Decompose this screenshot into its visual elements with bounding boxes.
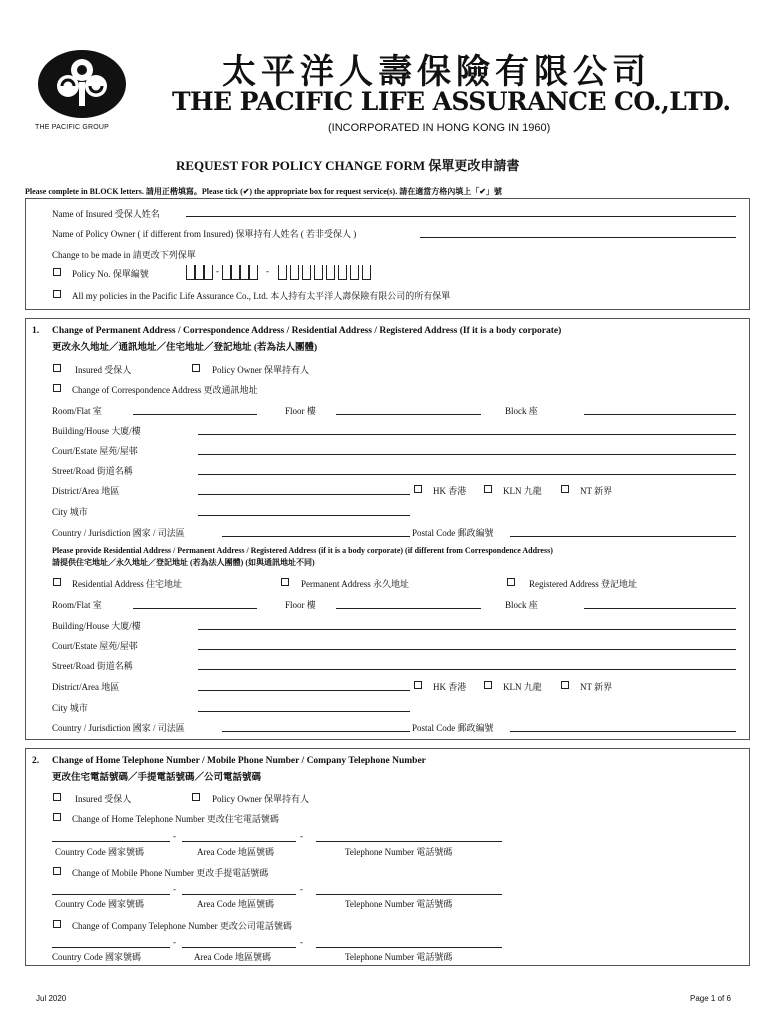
room-label: Room/Flat 室 xyxy=(52,406,102,416)
kln-label: KLN 九龍 xyxy=(503,486,542,496)
company-area-code-label: Area Code 地區號碼 xyxy=(194,952,271,962)
building-field[interactable] xyxy=(198,434,736,435)
home-tel-no-field[interactable] xyxy=(316,841,502,842)
home-area-code-label: Area Code 地區號碼 xyxy=(197,847,274,857)
street-field[interactable] xyxy=(198,474,736,475)
room-field[interactable] xyxy=(133,414,257,415)
company-area-code-field[interactable] xyxy=(182,947,296,948)
res-country-field[interactable] xyxy=(222,731,410,732)
s1-owner-checkbox[interactable] xyxy=(192,364,200,372)
footer-page: Page 1 of 6 xyxy=(690,994,731,1003)
res-street-field[interactable] xyxy=(198,669,736,670)
s2-insured-checkbox[interactable] xyxy=(53,793,61,801)
mobile-area-code-label: Area Code 地區號碼 xyxy=(197,899,274,909)
kln-checkbox[interactable] xyxy=(484,485,492,493)
res-hk-label: HK 香港 xyxy=(433,682,467,692)
residential-note-en: Please provide Residential Address / Permanent Address / Registered Address (if it is a body corporate) (if different from Correspondence Address) xyxy=(52,546,553,555)
home-area-code-field[interactable] xyxy=(182,841,296,842)
s1-owner-label: Policy Owner 保單持有人 xyxy=(212,365,309,375)
res-hk-checkbox[interactable] xyxy=(414,681,422,689)
insured-name-field[interactable] xyxy=(186,216,736,217)
residential-checkbox[interactable] xyxy=(53,578,61,586)
company-country-code-label: Country Code 國家號碼 xyxy=(52,952,141,962)
section1-title-cn: 更改永久地址／通訊地址／住宅地址／登記地址 (若為法人團體) xyxy=(52,343,318,353)
company-tel-label: Change of Company Telephone Number 更改公司電話號碼 xyxy=(72,921,292,931)
res-country-label: Country / Jurisdiction 國家 / 司法區 xyxy=(52,723,185,733)
hk-label: HK 香港 xyxy=(433,486,467,496)
home-tel-checkbox[interactable] xyxy=(53,813,61,821)
court-field[interactable] xyxy=(198,454,736,455)
insured-name-label: Name of Insured 受保人姓名 xyxy=(52,209,160,219)
res-court-label: Court/Estate 屋苑/屋邨 xyxy=(52,641,138,651)
section1-title-en: Change of Permanent Address / Correspondence Address / Residential Address / Registered Address (If it is a body corporate) xyxy=(52,326,562,336)
s1-insured-checkbox[interactable] xyxy=(53,364,61,372)
building-label: Building/House 大廈/樓 xyxy=(52,426,141,436)
res-postal-field[interactable] xyxy=(510,731,736,732)
home-country-code-field[interactable] xyxy=(52,841,170,842)
owner-name-field[interactable] xyxy=(420,237,736,238)
mobile-label: Change of Mobile Phone Number 更改手提電話號碼 xyxy=(72,868,269,878)
res-building-label: Building/House 大廈/樓 xyxy=(52,621,141,631)
hk-checkbox[interactable] xyxy=(414,485,422,493)
res-court-field[interactable] xyxy=(198,649,736,650)
incorporation-note: (INCORPORATED IN HONG KONG IN 1960) xyxy=(328,122,551,134)
section2-title-cn: 更改住宅電話號碼／手提電話號碼／公司電話號碼 xyxy=(52,773,262,783)
postal-label: Postal Code 郵政編號 xyxy=(412,528,494,538)
city-field[interactable] xyxy=(198,515,410,516)
res-postal-label: Postal Code 郵政編號 xyxy=(412,723,494,733)
section2-number: 2. xyxy=(32,756,40,766)
res-block-label: Block 座 xyxy=(505,600,538,610)
dash: - xyxy=(300,937,303,947)
mobile-tel-no-label: Telephone Number 電話號碼 xyxy=(345,899,453,909)
city-label: City 城市 xyxy=(52,507,88,517)
res-street-label: Street/Road 街道名稱 xyxy=(52,661,133,671)
nt-label: NT 新界 xyxy=(580,486,613,496)
registered-checkbox[interactable] xyxy=(507,578,515,586)
res-room-label: Room/Flat 室 xyxy=(52,600,102,610)
clover-logo-icon xyxy=(36,48,128,120)
res-district-field[interactable] xyxy=(198,690,410,691)
mobile-country-code-label: Country Code 國家號碼 xyxy=(55,899,144,909)
registered-label: Registered Address 登記地址 xyxy=(529,579,637,589)
s1-insured-label: Insured 受保人 xyxy=(75,365,132,375)
company-tel-no-label: Telephone Number 電話號碼 xyxy=(345,952,453,962)
dash: - xyxy=(300,884,303,894)
section2-title-en: Change of Home Telephone Number / Mobile Phone Number / Company Telephone Number xyxy=(52,756,426,766)
res-nt-checkbox[interactable] xyxy=(561,681,569,689)
block-label: Block 座 xyxy=(505,406,538,416)
mobile-checkbox[interactable] xyxy=(53,867,61,875)
res-kln-label: KLN 九龍 xyxy=(503,682,542,692)
all-policies-checkbox[interactable] xyxy=(53,290,61,298)
company-country-code-field[interactable] xyxy=(52,947,170,948)
home-country-code-label: Country Code 國家號碼 xyxy=(55,847,144,857)
logo-caption: THE PACIFIC GROUP xyxy=(35,124,110,131)
policy-no-checkbox[interactable] xyxy=(53,268,61,276)
dash: - xyxy=(173,937,176,947)
s2-insured-label: Insured 受保人 xyxy=(75,794,132,804)
change-in-label: Change to be made in 請更改下列保單 xyxy=(52,250,196,260)
home-tel-no-label: Telephone Number 電話號碼 xyxy=(345,847,453,857)
block-field[interactable] xyxy=(584,414,736,415)
res-block-field[interactable] xyxy=(584,608,736,609)
residential-note-cn: 請提供住宅地址／永久地址／登記地址 (若為法人團體) (如與通訊地址不同) xyxy=(52,558,315,567)
section1-number: 1. xyxy=(32,326,40,336)
nt-checkbox[interactable] xyxy=(561,485,569,493)
company-tel-checkbox[interactable] xyxy=(53,920,61,928)
owner-name-label: Name of Policy Owner ( if different from Insured) 保單持有人姓名 ( 若非受保人 ) xyxy=(52,229,357,239)
s2-owner-label: Policy Owner 保單持有人 xyxy=(212,794,309,804)
postal-field[interactable] xyxy=(510,536,736,537)
res-room-field[interactable] xyxy=(133,608,257,609)
company-logo xyxy=(36,48,128,120)
mobile-tel-no-field[interactable] xyxy=(316,894,502,895)
district-field[interactable] xyxy=(198,494,410,495)
res-nt-label: NT 新界 xyxy=(580,682,613,692)
all-policies-label: All my policies in the Pacific Life Assurance Co., Ltd. 本人持有太平洋人壽保險有限公司的所有保單 xyxy=(72,291,451,301)
res-district-label: District/Area 地區 xyxy=(52,682,120,692)
permanent-label: Permanent Address 永久地址 xyxy=(301,579,409,589)
residential-label: Residential Address 住宅地址 xyxy=(72,579,182,589)
res-kln-checkbox[interactable] xyxy=(484,681,492,689)
company-tel-no-field[interactable] xyxy=(316,947,502,948)
district-label: District/Area 地區 xyxy=(52,486,120,496)
dash: - xyxy=(173,831,176,841)
res-floor-label: Floor 樓 xyxy=(285,600,316,610)
corr-address-checkbox[interactable] xyxy=(53,384,61,392)
instructions: Please complete in BLOCK letters. 請用正楷填寫。Please tick (✔) the appropriate box for request service(s). 請在適當方格內填上「✔」號 xyxy=(25,187,502,196)
form-title: REQUEST FOR POLICY CHANGE FORM 保單更改申請書 xyxy=(176,158,520,173)
country-label: Country / Jurisdiction 國家 / 司法區 xyxy=(52,528,185,538)
res-building-field[interactable] xyxy=(198,629,736,630)
dash: - xyxy=(173,884,176,894)
permanent-checkbox[interactable] xyxy=(281,578,289,586)
mobile-country-code-field[interactable] xyxy=(52,894,170,895)
corr-address-label: Change of Correspondence Address 更改通訊地址 xyxy=(72,385,258,395)
home-tel-label: Change of Home Telephone Number 更改住宅電話號碼 xyxy=(72,814,279,824)
s2-owner-checkbox[interactable] xyxy=(192,793,200,801)
mobile-area-code-field[interactable] xyxy=(182,894,296,895)
country-field[interactable] xyxy=(222,536,410,537)
dash: - xyxy=(300,831,303,841)
floor-label: Floor 樓 xyxy=(285,406,316,416)
company-name-cn: 太平洋人壽保險有限公司 xyxy=(222,52,651,92)
court-label: Court/Estate 屋苑/屋邨 xyxy=(52,446,138,456)
res-city-label: City 城市 xyxy=(52,703,88,713)
street-label: Street/Road 街道名稱 xyxy=(52,466,133,476)
company-name-en: THE PACIFIC LIFE ASSURANCE CO.,LTD. xyxy=(172,87,731,116)
res-floor-field[interactable] xyxy=(336,608,481,609)
floor-field[interactable] xyxy=(336,414,481,415)
footer-date: Jul 2020 xyxy=(36,994,67,1003)
res-city-field[interactable] xyxy=(198,711,410,712)
policy-no-label: Policy No. 保單編號 xyxy=(72,269,149,279)
